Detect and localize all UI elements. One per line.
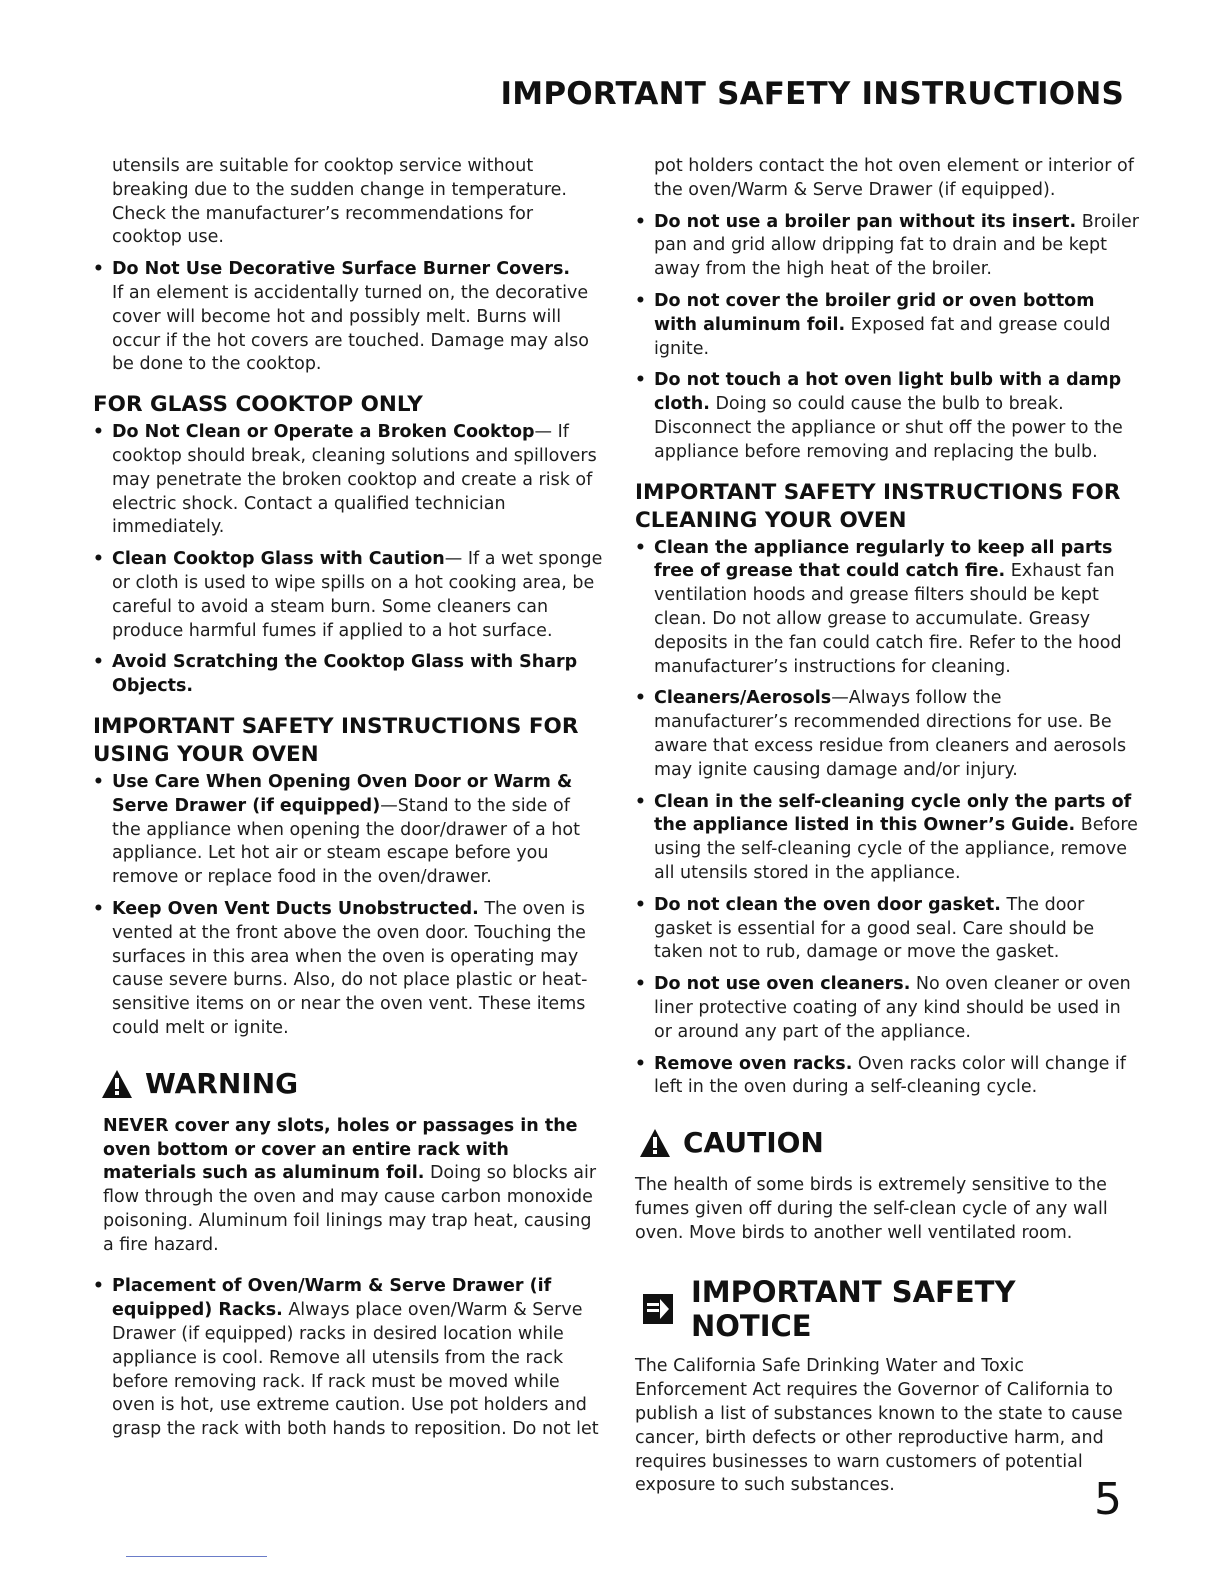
- bullet-text: —Stand to the side of the appliance when opening the door/drawer of a hot appliance. Let hot air or steam escape before you remove or replace food in the oven/drawer.: [112, 795, 580, 888]
- bullet-rack-placement: [93, 1275, 603, 1442]
- bullet-heading: Remove oven racks.: [654, 1053, 853, 1074]
- notice-text: The California Safe Drinking Water and Toxic Enforcement Act requires the Governor of California to publish a list of substances known to the state to cause cancer, birth defects or other reproductive harm, and requires businesses to warn customers of potential exposure to such substances.: [635, 1356, 1123, 1496]
- bullet-text: Always place oven/Warm & Serve Drawer (if equipped) racks in desired location while appliance is cool. Remove all utensils from the rack before removing rack. If rack must be moved while oven is hot, use extreme caution. Use pot holders and grasp the rack with both hands to reposition. Do not let: [112, 1300, 599, 1440]
- section-heading-glass-cooktop: FOR GLASS COOKTOP ONLY: [93, 392, 423, 418]
- warning-triangle-icon: [639, 1128, 671, 1158]
- bullet-heading: Do not cover the broiler grid or oven bottom with aluminum foil.: [654, 290, 1095, 335]
- bullet-text: If an element is accidentally turned on, the decorative cover will become hot and possibly melt. Burns will occur if the hot covers are touched. Damage may also be done to the cooktop.: [112, 282, 589, 375]
- bullet-heading: Use Care When Opening Oven Door or Warm & Serve Drawer (if equipped): [112, 771, 573, 816]
- bullet-self-cleaning: [635, 791, 1140, 886]
- bullet-heading: Do Not Clean or Operate a Broken Cooktop: [112, 422, 535, 443]
- bullet-heading: Placement of Oven/Warm & Serve Drawer (if equipped) Racks.: [112, 1276, 552, 1321]
- bullet-heading: Avoid Scratching the Cooktop Glass with Sharp Objects.: [112, 652, 578, 697]
- bullet-clean-glass: [93, 548, 603, 643]
- bullet-text: Doing so could cause the bulb to break. Disconnect the appliance or shut off the power to the appliance before removing and replacing the bulb.: [654, 394, 1123, 462]
- bullet-heading: Cleaners/Aerosols: [654, 688, 832, 709]
- page-number: 5: [1094, 1474, 1122, 1525]
- bullet-remove-racks: [635, 1053, 1140, 1101]
- bullet-heading: Do Not Use Decorative Surface Burner Covers.: [112, 259, 571, 280]
- warning-body-text: Doing so blocks air flow through the oven and may cause carbon monoxide poisoning. Aluminum foil linings may trap heat, causing a fire hazard.: [103, 1163, 597, 1255]
- bullet-text: — If cooktop should break, cleaning solutions and spillovers may penetrate the broken cooktop and create a risk of electric shock. Contact a qualified technician immediately.: [112, 422, 597, 538]
- bullet-text: Exhaust fan ventilation hoods and grease filters should be kept clean. Do not allow grease to accumulate. Greasy deposits in the fan could catch fire. Refer to the hood manufacturer’s instructions for cleaning.: [654, 561, 1122, 677]
- warning-label: WARNING: [145, 1066, 299, 1100]
- bullet-heading: Clean in the self-cleaning cycle only the parts of the appliance listed in this Owner’s Guide.: [654, 791, 1132, 836]
- caution-label: CAUTION: [683, 1126, 824, 1160]
- bullet-clean-regularly: [635, 537, 1140, 680]
- section-heading-cleaning-oven: IMPORTANT SAFETY INSTRUCTIONS FOR CLEANING YOUR OVEN: [635, 479, 1121, 533]
- notice-label: IMPORTANT SAFETY NOTICE: [691, 1275, 1016, 1344]
- bullet-heading: Do not use oven cleaners.: [654, 974, 911, 995]
- bullet-heading: Clean Cooktop Glass with Caution: [112, 549, 445, 570]
- bullet-text: The oven is vented at the front above the oven door. Touching the surfaces in this area when the oven is operating may cause severe burns. Also, do not place plastic or heat-sensitive items on or near the oven vent. These items could melt or ignite.: [112, 898, 588, 1038]
- warning-heading: [93, 1067, 603, 1101]
- bullet-text: The door gasket is essential for a good seal. Care should be taken not to rub, damage or move the gasket.: [654, 894, 1095, 963]
- page-title: IMPORTANT SAFETY INSTRUCTIONS: [500, 76, 1124, 112]
- bullet-broiler-foil: [635, 290, 1140, 361]
- bullet-oven-door: [93, 771, 603, 890]
- footer-rule: [126, 1556, 267, 1557]
- bullet-avoid-scratching: [93, 651, 603, 699]
- bullet-light-bulb: [635, 369, 1140, 464]
- bullet-heading: Do not clean the oven door gasket.: [654, 894, 1001, 915]
- bullet-cleaners-aerosols: [635, 687, 1140, 782]
- bullet-door-gasket: [635, 894, 1140, 965]
- warning-triangle-icon: [101, 1069, 133, 1099]
- bullet-text: Oven racks color will change if left in the oven during a self-cleaning cycle.: [654, 1053, 1126, 1098]
- bullet-text: —Always follow the manufacturer’s recommended directions for use. Be aware that excess residue from cleaners and aerosols may ignite causing damage and/or injury.: [654, 688, 1127, 780]
- caution-text: The health of some birds is extremely sensitive to the fumes given off during the self-clean cycle of any wall oven. Move birds to another well ventilated room.: [635, 1175, 1108, 1243]
- bullet-broken-cooktop: [93, 421, 603, 540]
- bullet-heading: Keep Oven Vent Ducts Unobstructed.: [112, 898, 479, 919]
- bullet-text: — If a wet sponge or cloth is used to wipe spills on a hot cooking area, be careful to avoid a steam burn. Some cleaners can produce harmful fumes if applied to a hot surface.: [112, 549, 603, 641]
- notice-box-icon: [643, 1294, 673, 1324]
- warning-bold-text: NEVER cover any slots, holes or passages in the oven bottom or cover an entire rack with materials such as aluminum foil.: [103, 1115, 578, 1184]
- right-intro: pot holders contact the hot oven element or interior of the oven/Warm & Serve Drawer (if equipped).: [654, 156, 1134, 200]
- bullet-text: No oven cleaner or oven liner protective coating of any kind should be used in or around any part of the appliance.: [654, 974, 1131, 1042]
- bullet-oven-cleaners: [635, 973, 1140, 1044]
- caution-heading: [635, 1126, 1140, 1160]
- bullet-heading: Do not use a broiler pan without its insert.: [654, 211, 1077, 232]
- warning-text: [93, 1115, 603, 1258]
- bullet-heading: Clean the appliance regularly to keep all parts free of grease that could catch fire.: [654, 537, 1113, 582]
- left-intro: utensils are suitable for cooktop service without breaking due to the sudden change in temperature. Check the manufacturer’s recommendations for cooktop use.: [112, 156, 567, 248]
- bullet-heading: Do not touch a hot oven light bulb with a damp cloth.: [654, 370, 1122, 415]
- bullet-text: Before using the self-cleaning cycle of the appliance, remove all utensils stored in the appliance.: [654, 815, 1138, 883]
- bullet-text: Exposed fat and grease could ignite.: [654, 314, 1111, 359]
- section-heading-using-oven: IMPORTANT SAFETY INSTRUCTIONS FOR USING YOUR OVEN: [93, 713, 579, 767]
- bullet-broiler-pan: [635, 211, 1140, 282]
- bullet-text: Broiler pan and grid allow dripping fat to drain and be kept away from the high heat of the broiler.: [654, 211, 1139, 280]
- left-column: [93, 155, 603, 1442]
- right-column: [635, 155, 1140, 1498]
- notice-heading: [635, 1275, 1140, 1343]
- bullet-decorative-covers: [93, 258, 603, 377]
- bullet-vent-ducts: [93, 898, 603, 1041]
